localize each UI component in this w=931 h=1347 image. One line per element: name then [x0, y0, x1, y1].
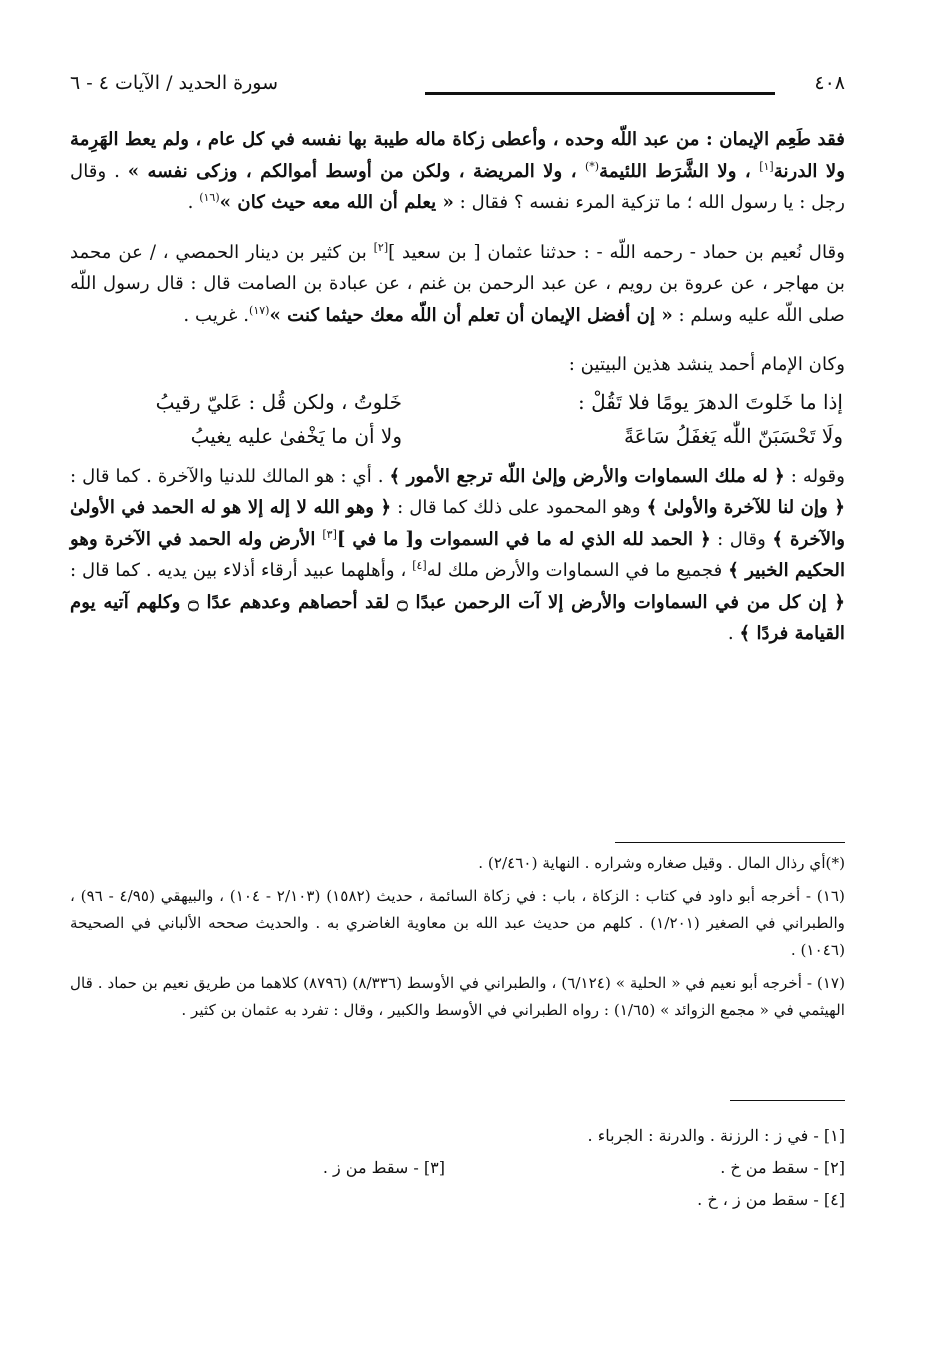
footnote-item	[70, 850, 845, 877]
footnote-marker: (*)	[584, 159, 600, 173]
footnote-label: (*)	[825, 854, 845, 872]
paragraph-tafsir	[70, 461, 845, 650]
quran-quote: ﴿ وهو الله لا إله إلا هو له الحمد في الأولىٰ والآخرة ﴾	[70, 497, 846, 550]
variant-marker: [٢]	[373, 240, 389, 254]
footnote-item	[70, 883, 845, 964]
variant-marker: [١]	[759, 159, 774, 173]
variant-row	[70, 1184, 845, 1216]
manuscript-variants	[70, 1120, 845, 1216]
punctuation: .	[727, 623, 740, 644]
grading-text: . غريب .	[183, 304, 250, 326]
variant-text: - في ز : الرزنة . والدرنة : الجرباء .	[587, 1126, 819, 1145]
variant-marker: [٤]	[412, 558, 427, 572]
variant-marker: [٣]	[322, 527, 337, 541]
verse-hemistich-second: ولا أن ما يَخْفىٰ عليه يغيبُ	[190, 423, 402, 448]
running-title: سورة الحديد / الآيات ٤ - ٦	[70, 72, 279, 94]
variants-rule	[730, 1100, 845, 1101]
header-rule	[425, 92, 775, 95]
footnote-label: (١٦)	[816, 887, 845, 905]
isnad-text: وقال نُعيم بن حماد - رحمه اللّه - : حدثنا عثمان [ بن سعيد ]	[388, 241, 845, 263]
quran-quote: ﴿ إن كل من في السماوات والأرض إلا آت الرحمن عبدًا ۝ لقد أحصاهم وعدهم عدًا ۝ وكلهم آتيه يوم القيامة فردًا ﴾	[70, 591, 845, 644]
page-number: ٤٠٨	[814, 72, 845, 94]
tafsir-text: وهو المحمود على ذلك كما قال :	[391, 497, 647, 518]
footnote-rule	[615, 842, 845, 843]
footnote-marker: (١٧)	[249, 303, 270, 317]
tafsir-text: وقال :	[710, 528, 773, 550]
variant-label: [١]	[823, 1126, 845, 1145]
variant-item	[445, 1152, 845, 1184]
variant-item	[323, 1152, 445, 1184]
paragraph-hadith-1	[70, 124, 845, 219]
footnote-text: - أخرجه أبو داود في كتاب : الزكاة ، باب : في زكاة السائمة ، حديث (١٥٨٢) (٢/١٠٣ - ١٠٤) ، والبيهقي (٤/٩٥ - ٩٦) ، والطبراني في الصغير (١/٢٠١) . كلهم من حديث عبد الله بن معاوية الغاضري به . والحديث صححه الألباني في الصحيحة (١٠٤٦) .	[70, 887, 846, 959]
hadith-quote: « إن أفضل الإيمان أن تعلم أن اللّه معك حيثما كنت »	[269, 304, 673, 326]
tafsir-text: وقوله :	[784, 465, 845, 487]
variant-item	[697, 1184, 845, 1216]
main-text	[70, 124, 845, 668]
footnote-text: أي رذال المال . وقيل صغاره وشراره . النهاية (٢/٤٦٠) .	[478, 854, 826, 872]
tafsir-text: ، وأهلهما عبيد أرقاء أذلاء بين يديه . كما قال :	[70, 560, 413, 581]
poetry-verses	[70, 385, 845, 453]
narration-text: . وقال رجل : يا رسول الله ؛ ما تزكية المرء نفسه ؟ فقال :	[70, 160, 845, 213]
variant-item	[588, 1120, 845, 1152]
punctuation: .	[187, 192, 200, 213]
verse-hemistich-second: خَلوتُ ، ولكن قُل : عَليّ رقيبُ	[155, 389, 402, 414]
hadith-text: فقد طَعِم الإيمان : من عبد اللّه وحده ، وأعطى زكاة ماله طيبة بها نفسه في كل عام ، ولم يعط الهَرِمة ولا الدرنة	[70, 129, 846, 182]
footnote-marker: (١٦)	[199, 190, 220, 204]
quran-quote: ﴿ وإن لنا للآخرة والأولىٰ ﴾	[646, 497, 845, 518]
paragraph-hadith-2	[70, 237, 845, 332]
book-page	[70, 0, 845, 1347]
quran-quote: الأرض وله الحمد في الآخرة وهو الحكيم الخبير ﴾	[70, 528, 846, 581]
verse-hemistich-first: ولَا تَحْسَبَنّ اللّٰه يَغفَلُ سَاعَةً	[623, 423, 843, 448]
verse-line	[70, 419, 845, 453]
variant-text: - سقط من ز ، خ .	[697, 1190, 819, 1209]
variant-row	[70, 1152, 845, 1184]
tafsir-text: . أي : هو المالك للدنيا والآخرة . كما قال :	[70, 465, 390, 487]
footnote-label: (١٧)	[816, 974, 846, 992]
variant-label: [٢]	[823, 1158, 845, 1177]
quran-quote: ﴿ الحمد لله الذي له ما في السموات و[ ما في ]	[336, 528, 711, 550]
footnotes	[70, 850, 845, 1030]
isnad-text: بن كثير بن دينار الحمصي ، / عن محمد بن مهاجر ، عن عروة بن رويم ، عن عبد الرحمن بن غنم ، عن عبادة بن الصامت قال : قال رسول اللّه صلى اللّه عليه وسلم :	[70, 241, 845, 326]
variant-label: [٤]	[823, 1190, 845, 1209]
verse-hemistich-first: إذا ما خَلوتَ الدهرَ يومًا فلا تَقُلْ :	[578, 389, 843, 414]
hadith-text: ، ولا الشَّرَط اللئيمة	[599, 160, 760, 182]
hadith-text: ، ولا المريضة ، ولكن من أوسط أموالكم ، وزكى نفسه »	[127, 160, 585, 182]
tafsir-text: فجميع ما في السماوات والأرض ملك له	[426, 560, 729, 581]
footnote-item	[70, 970, 845, 1024]
hadith-quote: « يعلم أن الله معه حيث كان »	[219, 192, 454, 213]
variant-row	[70, 1120, 845, 1152]
variant-text: - سقط من ز .	[322, 1158, 419, 1177]
footnote-text: - أخرجه أبو نعيم في « الحلية » (٦/١٢٤) ، والطبراني في الأوسط (٨/٣٣٦) (٨٧٩٦) كلاهما من طريق نعيم بن حماد . قال الهيثمي في « مجمع الزوائد » (١/٦٥) : رواه الطبراني في الأوسط والكبير ، وقال : تفرد به عثمان بن كثير .	[70, 974, 845, 1019]
verse-line	[70, 385, 845, 419]
paragraph-poetry-intro: وكان الإمام أحمد ينشد هذين البيتين :	[568, 354, 845, 375]
page-header	[70, 70, 845, 106]
variant-label: [٣]	[423, 1158, 445, 1177]
quran-quote: ﴿ له ملك السماوات والأرض وإلىٰ اللّه ترجع الأمور ﴾	[389, 465, 785, 487]
variant-text: - سقط من خ .	[720, 1158, 819, 1177]
